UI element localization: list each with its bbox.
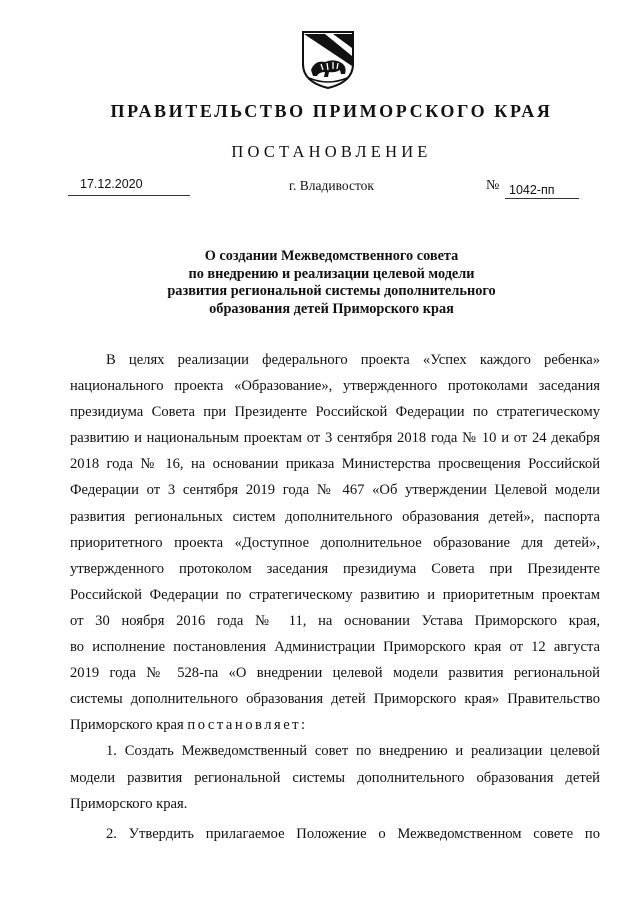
document-type: ПОСТАНОВЛЕНИЕ xyxy=(231,142,432,161)
body-line: В целях реализации федерального проекта «Успех каждого ребенка» xyxy=(106,352,600,368)
body-line: во исполнение постановления Администрации Приморского края от 12 августа xyxy=(70,639,600,656)
subject-line: образования детей Приморского края xyxy=(209,300,454,317)
body-line: Приморского края. xyxy=(70,795,188,812)
body-line: системы дополнительного образования детей Приморского края» Правительство xyxy=(70,691,600,708)
number-sign: № xyxy=(486,178,500,193)
subject-line: О создании Межведомственного совета xyxy=(204,248,459,264)
subject-line: развития региональной системы дополнительного xyxy=(167,283,496,299)
decree-keyword: постановляет: xyxy=(187,717,308,734)
document-number: 1042-пп xyxy=(505,180,579,199)
body-line: 1. Создать Межведомственный совет по внедрению и реализации целевой xyxy=(106,743,600,760)
subject-line: по внедрению и реализации целевой модели xyxy=(188,265,475,282)
document-date: 17.12.2020 xyxy=(68,176,190,196)
body-line: от 30 ноября 2016 года № 11, на основании Устава Приморского края, xyxy=(70,612,600,629)
body-line: национального проекта «Образование», утвержденного протоколами заседания xyxy=(70,378,600,395)
document-body xyxy=(70,347,600,847)
body-line: развитию и национальным проектам от 3 сентября 2018 года № 10 и от 24 декабря xyxy=(70,430,600,447)
body-line: утвержденного протоколом заседания президиума Совета при Президенте xyxy=(70,560,600,577)
body-line: президиума Совета при Президенте Российской Федерации по стратегическому xyxy=(70,404,600,421)
body-line: модели развития региональной системы дополнительного образования детей xyxy=(70,769,600,786)
body-line: развития региональных систем дополнительного образования детей», паспорта xyxy=(70,508,600,525)
body-fragment: Приморского края xyxy=(70,717,184,734)
organization-title: ПРАВИТЕЛЬСТВО ПРИМОРСКОГО КРАЯ xyxy=(110,101,553,121)
body-line: 2018 года № 16, на основании приказа Министерства просвещения Российской xyxy=(70,456,600,473)
coat-of-arms-icon xyxy=(295,30,361,90)
body-line: приоритетного проекта «Доступное дополнительное образование для детей», xyxy=(70,534,600,551)
body-line: Российской Федерации по стратегическому развитию и приоритетным проектам xyxy=(70,586,600,603)
body-line: 2. Утвердить прилагаемое Положение о Межведомственном совете по xyxy=(106,825,600,842)
body-line xyxy=(70,712,600,738)
document-subject xyxy=(0,248,640,318)
document-place: г. Владивосток xyxy=(289,178,374,193)
body-line: Федерации от 3 сентября 2019 года № 467 «Об утверждении Целевой модели xyxy=(70,482,600,499)
body-line: 2019 года № 528-па «О внедрении целевой модели развития региональной xyxy=(70,665,600,682)
